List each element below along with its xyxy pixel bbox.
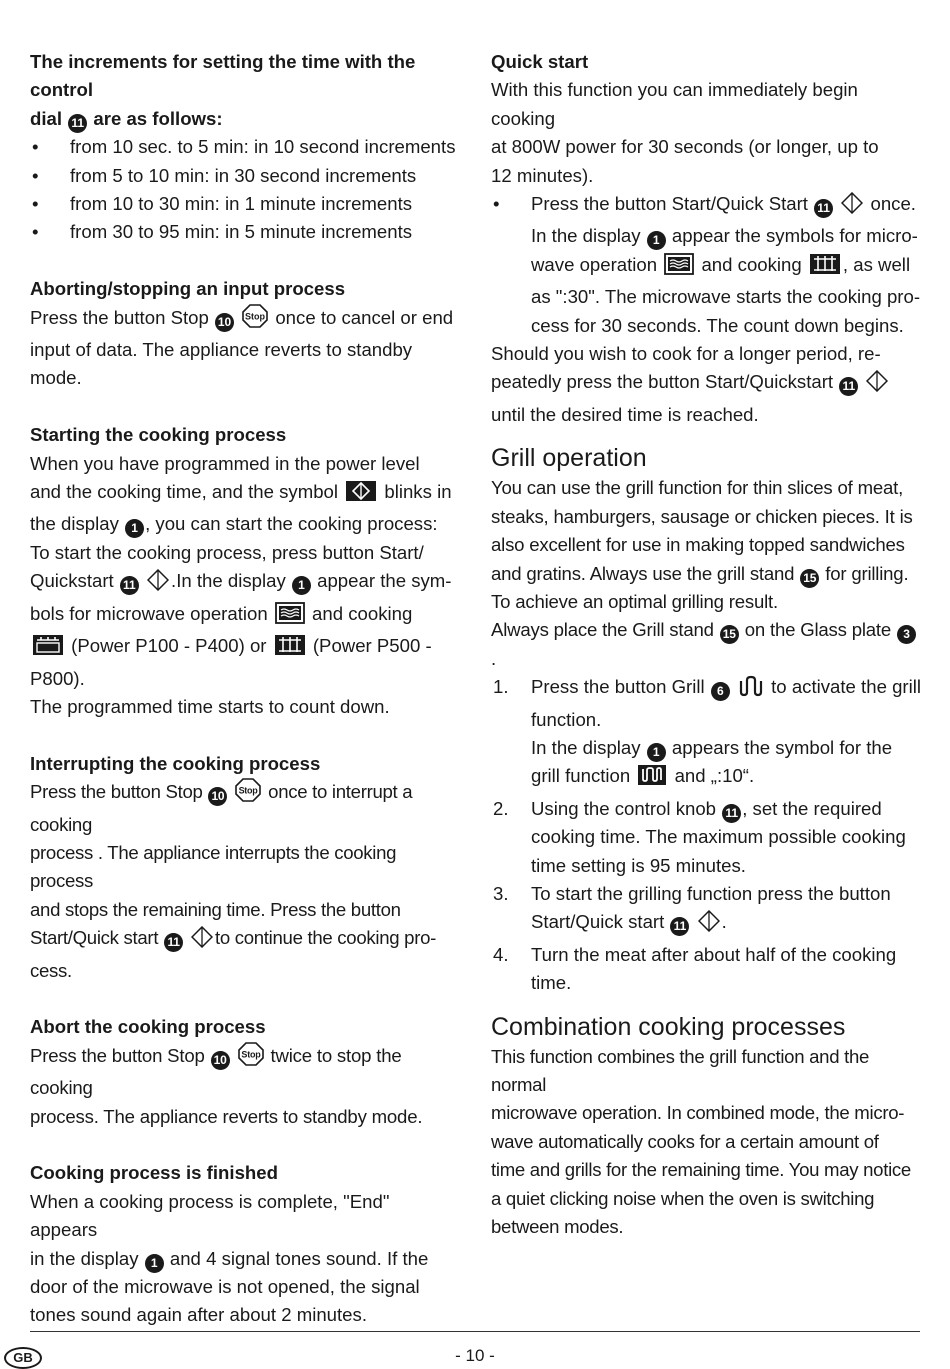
start-diamond-icon	[191, 926, 213, 956]
ref-dial-badge: 11	[68, 114, 87, 133]
abort-input-text: Press the button Stop 10 Stop once to cancel or end input of data. The appliance reverts to standby mode.	[30, 304, 460, 393]
finished-heading: Cooking process is finished	[30, 1162, 278, 1184]
start-text: When you have programmed in the power level and the cooking time, and the symbol blinks in the display 1 , you can start the cooking process: To start the cooking process, press button Start/ Quickstart 11 .In the display 1 appear the sym- bols for microwave operation and cooking (Power P100 - P400) or (Power P500 - P800). The programmed time starts to count down.	[30, 452, 452, 717]
ref-grill-stand-badge: 15	[800, 569, 819, 588]
cooking-symbol-icon	[809, 253, 841, 283]
increments-list	[30, 133, 460, 247]
list-item: 2. Using the control knob 11 , set the required cooking time. The maximum possible cooking time setting is 95 minutes.	[493, 797, 906, 876]
ref-stop-badge: 10	[211, 1051, 230, 1070]
abort-input-heading: Aborting/stopping an input process	[30, 278, 346, 300]
abort-text: Press the button Stop 10 Stop twice to stop the cooking process. The appliance reverts to standby mode.	[30, 1042, 460, 1131]
stop-button-icon	[238, 1042, 264, 1074]
ref-stop-badge: 10	[215, 313, 234, 332]
start-symbol-icon	[345, 480, 377, 510]
svg-text:Stop: Stop	[245, 311, 266, 322]
stop-button-icon	[242, 304, 268, 336]
page-number: - 10 -	[455, 1346, 495, 1365]
quick-start-text: With this function you can immediately begin cooking at 800W power for 30 seconds (or longer, up to 12 minutes).	[491, 79, 879, 186]
ref-start-badge: 11	[120, 576, 139, 595]
ref-display-badge: 1	[145, 1254, 164, 1273]
right-column	[491, 48, 921, 1241]
ref-grill-badge: 6	[711, 682, 730, 701]
list-item: • from 10 to 30 min: in 1 minute increments	[30, 190, 460, 218]
ref-start-badge: 11	[814, 199, 833, 218]
ref-display-badge: 1	[125, 519, 144, 538]
left-column	[30, 48, 460, 1330]
grill-heading: Grill operation	[491, 444, 647, 473]
finished-text: When a cooking process is complete, "End" appears in the display 1 and 4 signal tones sound. If the door of the microwave is not opened, the signal tones sound again after about 2 minutes.	[30, 1190, 429, 1326]
list-item: • from 10 sec. to 5 min: in 10 second increments	[30, 133, 460, 161]
quick-start-list	[491, 190, 921, 340]
svg-text:Stop: Stop	[238, 785, 258, 796]
ref-display-badge: 1	[647, 231, 666, 250]
ref-display-badge: 1	[647, 743, 666, 762]
grill-text: You can use the grill function for thin slices of meat, steaks, hamburgers, sausage or chicken pieces. It is also excellent for use in making topped sandwiches and gratins. Always use the grill stand 15 for grilling. To achieve an optimal grilling result. Always place the Grill stand 15 on the Glass plate 3.	[491, 474, 921, 673]
start-diamond-icon	[866, 370, 888, 400]
list-item: 1. Press the button Grill 6 to activate the grill function. In the display 1 appears the symbol for the grill function and „:10“.	[491, 673, 921, 795]
cooking-symbol-icon	[274, 634, 306, 664]
ref-start-badge: 11	[722, 804, 741, 823]
combination-heading: Combination cooking processes	[491, 1012, 846, 1041]
grill-symbol-icon	[637, 764, 667, 794]
list-item: • Press the button Start/Quick Start 11 once. In the display 1 appear the symbols for micro- wave operation and cooking , as well as ":30". The microwave starts the cooking pro- cess for 30 seconds. The count down begins.	[491, 190, 921, 340]
increments-section	[30, 48, 460, 1330]
ref-grill-stand-badge: 15	[720, 625, 739, 644]
quick-start-section	[491, 48, 921, 1241]
ref-glass-plate-badge: 3	[897, 625, 916, 644]
footer-divider	[30, 1331, 920, 1332]
microwave-symbol-icon	[664, 253, 694, 283]
list-item: 3. To start the grilling function press the button Start/Quick start 11 .	[491, 880, 921, 941]
grill-steps	[491, 673, 921, 997]
list-item: • from 30 to 95 min: in 5 minute increments	[30, 218, 460, 246]
microwave-symbol-icon	[275, 602, 305, 632]
grill-symbol-icon	[738, 675, 764, 705]
list-item: • from 5 to 10 min: in 30 second increments	[30, 162, 460, 190]
country-badge: GB	[4, 1347, 42, 1369]
list-item: 4. Turn the meat after about half of the cooking time.	[493, 943, 897, 994]
start-diamond-icon	[147, 569, 169, 599]
svg-text:Stop: Stop	[240, 1049, 261, 1060]
quick-start-longer: Should you wish to cook for a longer period, re- peatedly press the button Start/Quickstart 11 until the desired time is reached.	[491, 340, 921, 429]
quick-start-heading: Quick start	[491, 51, 589, 72]
ref-display-badge: 1	[292, 576, 311, 595]
interrupt-heading: Interrupting the cooking process	[30, 752, 321, 774]
interrupt-text: Press the button Stop 10 Stop once to interrupt a cooking process . The appliance interrupts the cooking process and stops the remaining time. Press the button Start/Quick start 11 to continue the cooking pro- cess.	[30, 778, 460, 985]
combination-text: This function combines the grill function and the normal microwave operation. In combined mode, the micro- wave automatically cooks for a certain amount of time and grills for the remaining time. You may notice a quiet clicking noise when the oven is switching between modes.	[491, 1045, 911, 1238]
ref-stop-badge: 10	[208, 787, 227, 806]
start-heading: Starting the cooking process	[30, 424, 287, 446]
stop-button-icon	[235, 778, 261, 810]
cooking-symbol-icon	[32, 634, 64, 664]
ref-start-badge: 11	[164, 933, 183, 952]
start-diamond-icon	[698, 910, 720, 940]
ref-start-badge: 11	[670, 917, 689, 936]
increments-heading: The increments for setting the time with the control dial 11 are as follows:	[30, 48, 460, 133]
start-diamond-icon	[841, 192, 863, 222]
ref-start-badge: 11	[839, 377, 858, 396]
abort-heading: Abort the cooking process	[30, 1016, 266, 1038]
